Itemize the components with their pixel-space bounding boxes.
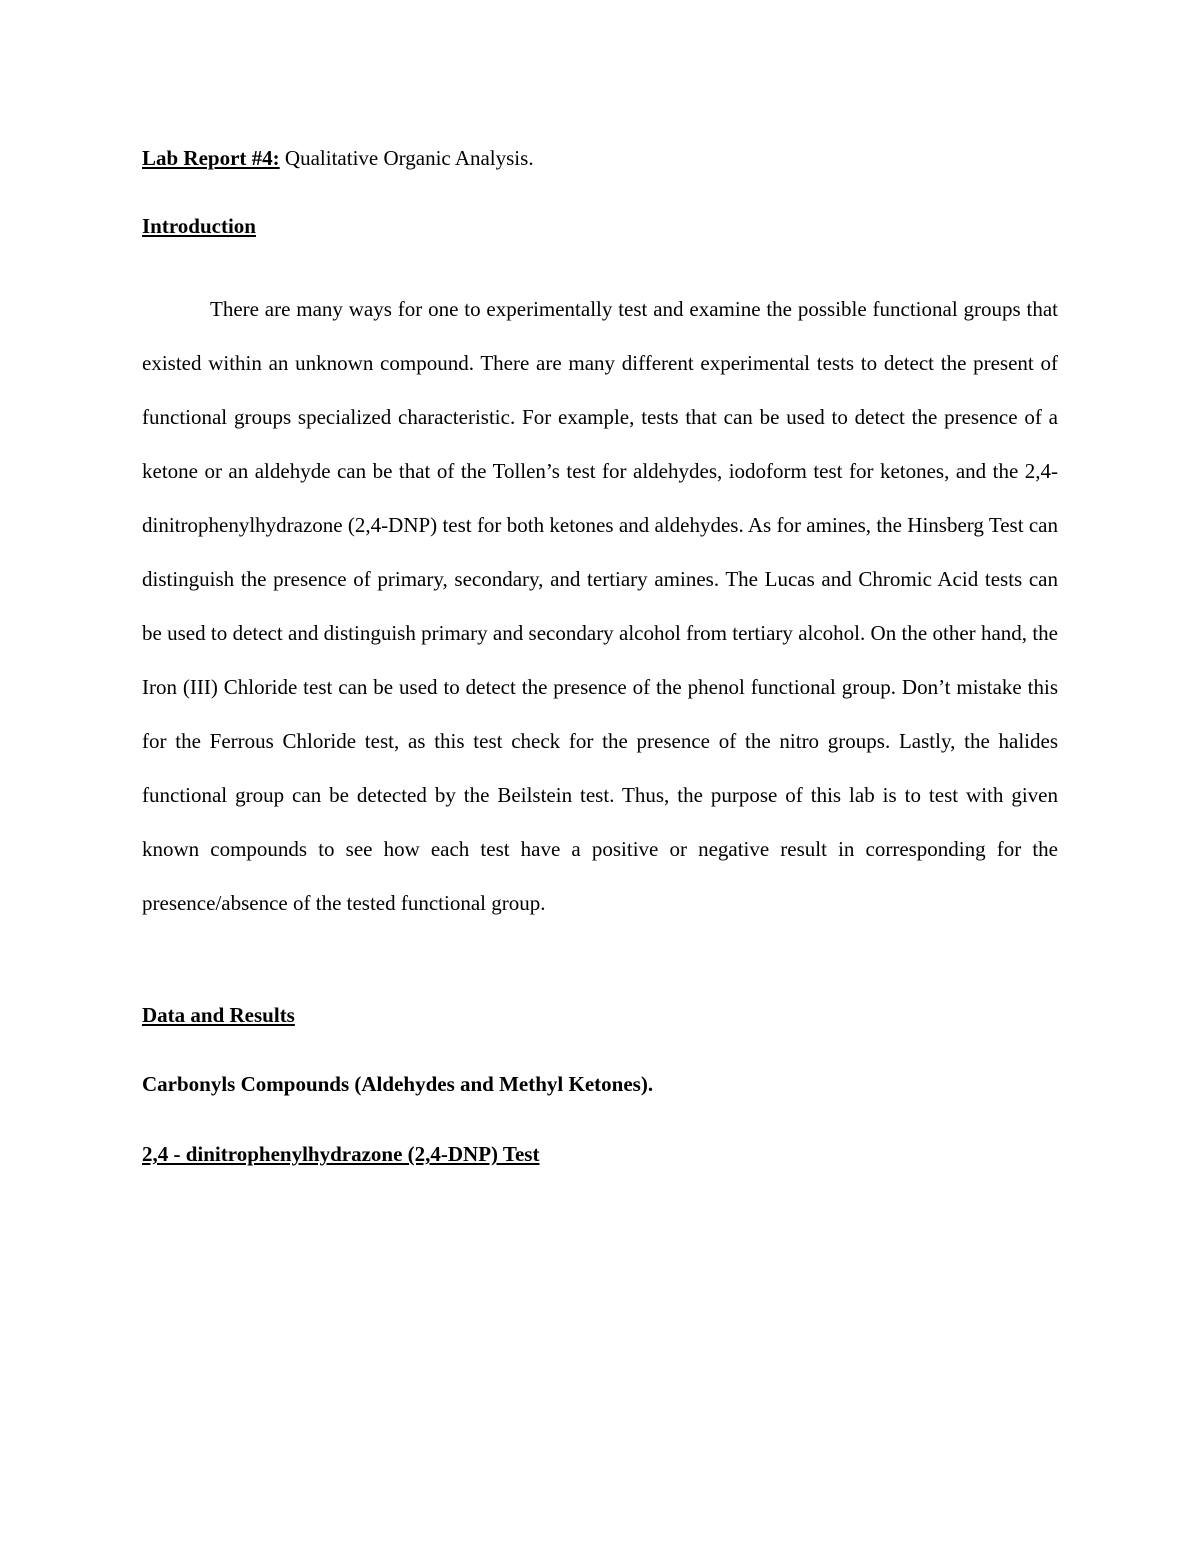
introduction-paragraph: There are many ways for one to experimentally test and examine the possible functional groups that existed within an unknown compound. There are many different experimental tests to detect the present of functional groups specialized characteristic. For example, tests that can be used to detect the presence of a ketone or an aldehyde can be that of the Tollen’s test for aldehydes, iodoform test for ketones, and the 2,4-dinitrophenylhydrazone (2,4-DNP) test for both ketones and aldehydes. As for amines, the Hinsberg Test can distinguish the presence of primary, secondary, and tertiary amines. The Lucas and Chromic Acid tests can be used to detect and distinguish primary and secondary alcohol from tertiary alcohol. On the other hand, the Iron (III) Chloride test can be used to detect the presence of the phenol functional group. Don’t mistake this for the Ferrous Chloride test, as this test check for the presence of the nitro groups. Lastly, the halides functional group can be detected by the Beilstein test. Thus, the purpose of this lab is to test with given known compounds to see how each test have a positive or negative result in corresponding for the presence/absence of the tested functional group. bbox=[142, 297, 1058, 915]
report-title-text: Qualitative Organic Analysis. bbox=[284, 146, 534, 170]
introduction-heading: Introduction bbox=[142, 214, 256, 238]
report-title bbox=[142, 144, 534, 172]
data-results-heading: Data and Results bbox=[142, 1003, 295, 1027]
carbonyls-subheading: Carbonyls Compounds (Aldehydes and Methyl Ketones). bbox=[142, 1072, 654, 1096]
dnp-test-heading: 2,4 - dinitrophenylhydrazone (2,4-DNP) Test bbox=[142, 1142, 540, 1166]
report-title-label: Lab Report #4: bbox=[142, 146, 280, 170]
